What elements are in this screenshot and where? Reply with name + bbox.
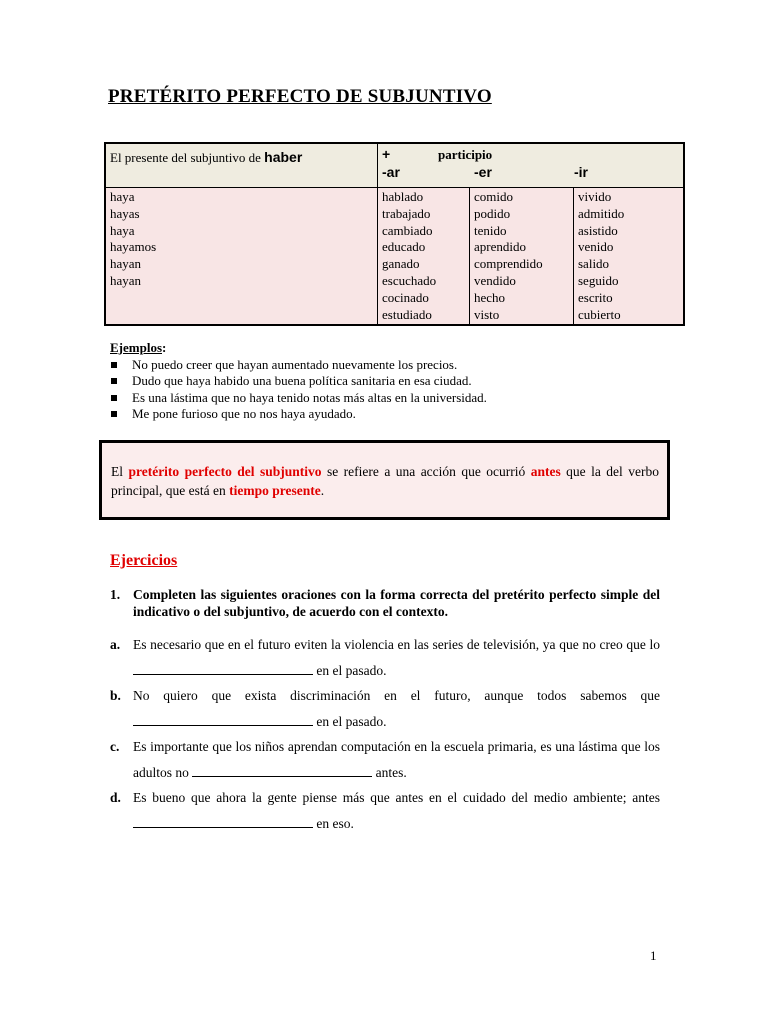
exercise-text-before: Es bueno que ahora la gente piense más que antes en el cuidado del medio ambiente; antes (133, 790, 660, 805)
ar-verb: cocinado (382, 289, 429, 305)
ir-verb: asistido (578, 222, 618, 238)
note-text: El (111, 464, 129, 479)
note-text: se refiere a una acción que ocurrió (321, 464, 531, 479)
instruction-number: 1. (110, 587, 121, 602)
er-verb: hecho (474, 289, 506, 305)
exercise-text-before: Es importante que los niños aprendan computación en la escuela primaria, es una lástima que los adultos no (133, 739, 660, 780)
answer-blank[interactable] (192, 762, 372, 777)
exercise-text-before: No quiero que exista discriminación en el futuro, aunque todos sabemos que (133, 688, 660, 703)
ir-verb: vivido (578, 189, 612, 204)
examples-label: Ejemplos (110, 340, 162, 355)
haber-form: hayamos (110, 239, 157, 255)
note-highlight: antes (530, 464, 561, 479)
ar-verb: estudiado (382, 306, 432, 322)
ar-verb: cambiado (382, 222, 433, 238)
ar-verb: escuchado (382, 272, 437, 288)
haber-form: haya (110, 222, 135, 238)
example-item: Es una lástima que no haya tenido notas más altas en la universidad. (110, 390, 487, 407)
exercise-item-b (110, 683, 660, 734)
example-item: Dudo que haya habido una buena política sanitaria en esa ciudad. (110, 373, 487, 390)
haber-form: hayan (110, 272, 142, 288)
exercise-text-after: en el pasado. (313, 713, 387, 729)
answer-blank[interactable] (133, 660, 313, 675)
header-participio: participio (438, 147, 493, 162)
exercise-letter: a. (110, 637, 121, 652)
exercise-text-after: antes. (372, 764, 407, 780)
ending-ir: -ir (574, 164, 588, 180)
ar-verbs-column (378, 188, 470, 326)
haber-forms-column (105, 188, 378, 326)
ar-verb: hablado (382, 189, 424, 204)
exercise-letter: d. (110, 790, 121, 805)
er-verb: comprendido (474, 256, 543, 272)
header-haber-cell (105, 143, 378, 188)
note-text: que la del verbo principal, que está en (111, 464, 659, 498)
er-verb: aprendido (474, 239, 526, 255)
note-highlight: pretérito perfecto del subjuntivo (128, 464, 322, 479)
ending-er: -er (474, 164, 492, 180)
example-item: No puedo creer que hayan aumentado nuevamente los precios. (110, 357, 487, 374)
examples-list (110, 357, 487, 423)
header-plus: + (382, 146, 391, 162)
exercise-instruction (110, 586, 660, 620)
er-verbs-column (470, 188, 574, 326)
table-header-row (105, 143, 684, 188)
exercise-item-a (110, 632, 660, 683)
exercise-text-after: en eso. (313, 815, 354, 831)
ir-verb: escrito (578, 289, 613, 305)
ar-verb: ganado (382, 256, 420, 272)
header-participio-cell (378, 143, 685, 188)
exercise-letter: c. (110, 739, 120, 754)
ir-verb: seguido (578, 272, 619, 288)
header-haber-word: haber (264, 149, 303, 165)
er-verb: podido (474, 205, 511, 221)
exercise-text-before: Es necesario que en el futuro eviten la violencia en las series de televisión, ya que no creo que lo (133, 637, 660, 652)
rule-note-box (99, 440, 670, 520)
ar-verb: educado (382, 239, 426, 255)
conjugation-table (104, 142, 685, 326)
exercises-title: Ejercicios (110, 552, 178, 569)
ending-ar: -ar (382, 164, 400, 180)
page-number: 1 (650, 948, 657, 963)
table-body-row (105, 188, 684, 326)
haber-form: haya (110, 189, 135, 204)
note-text: . (320, 483, 325, 498)
haber-form: hayas (110, 205, 140, 221)
ir-verb: venido (578, 239, 614, 255)
ir-verb: salido (578, 256, 610, 272)
page-title: PRETÉRITO PERFECTO DE SUBJUNTIVO (108, 86, 492, 107)
note-highlight: tiempo presente (229, 483, 321, 498)
exercise-item-c (110, 734, 660, 785)
er-verb: comido (474, 189, 513, 204)
examples-label-colon: : (162, 340, 167, 355)
instruction-text: Completen las siguientes oraciones con la forma correcta del pretérito perfecto simple del indicativo o del subjuntivo, de acuerdo con el contexto. (133, 587, 660, 619)
er-verb: vendido (474, 272, 516, 288)
ir-verb: admitido (578, 205, 625, 221)
rule-note-text (111, 462, 659, 500)
exercise-text-after: en el pasado. (313, 662, 387, 678)
er-verb: visto (474, 306, 500, 322)
answer-blank[interactable] (133, 813, 313, 828)
er-verb: tenido (474, 222, 507, 238)
example-item: Me pone furioso que no nos haya ayudado. (110, 406, 487, 423)
ir-verbs-column (574, 188, 685, 326)
answer-blank[interactable] (133, 711, 313, 726)
header-haber-prefix: El presente del subjuntivo de (110, 150, 261, 165)
haber-form: hayan (110, 256, 142, 272)
exercise-item-d (110, 785, 660, 836)
examples-section (110, 340, 487, 423)
examples-heading (110, 340, 487, 357)
ir-verb: cubierto (578, 306, 621, 322)
ar-verb: trabajado (382, 205, 431, 221)
exercise-letter: b. (110, 688, 121, 703)
